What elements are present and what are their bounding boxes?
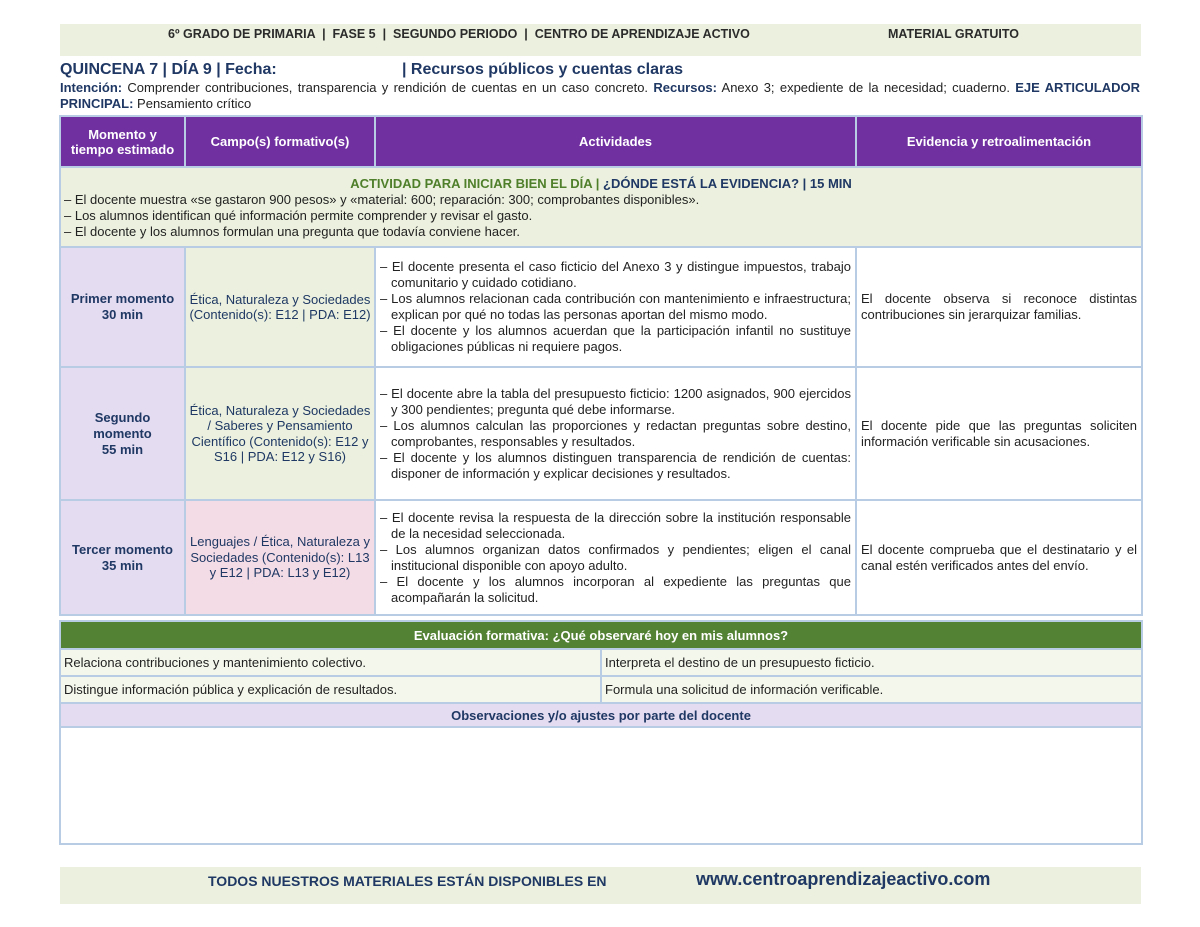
activities-cell	[375, 500, 856, 615]
table-header-row	[60, 116, 1142, 167]
page-title	[60, 61, 1141, 79]
header-actividades: Actividades	[375, 116, 856, 167]
grade-line: 6º GRADO DE PRIMARIA | FASE 5 | SEGUNDO PERIODO | CENTRO DE APRENDIZAJE ACTIVO	[168, 27, 750, 41]
resources-text: Anexo 3; expediente de la necesidad; cuaderno.	[716, 80, 1016, 95]
intent-text: Comprender contribuciones, transparencia y rendición de cuentas en un caso concreto.	[122, 80, 654, 95]
activity-item: – El docente y los alumnos incorporan al expediente las preguntas que acompañarán la solicitud.	[380, 573, 851, 605]
footer-text: TODOS NUESTROS MATERIALES ESTÁN DISPONIBLES EN	[208, 873, 607, 889]
activity-item: – Los alumnos relacionan cada contribución con mantenimiento e infraestructura; explican por qué no todas las personas aportan del mismo modo.	[380, 291, 851, 322]
footer-banner	[60, 867, 1141, 904]
evidence-cell: El docente comprueba que el destinatario y el canal estén verificados antes del envío.	[856, 500, 1142, 615]
start-activity-row	[60, 167, 1142, 247]
resources-label: Recursos:	[653, 80, 717, 95]
header-moment: Momento y tiempo estimado	[60, 116, 185, 167]
evidence-cell: El docente observa si reconoce distintas contribuciones sin jerarquizar familias.	[856, 247, 1142, 367]
start-item: – Los alumnos identifican qué información permite comprender y revisar el gasto.	[64, 208, 533, 223]
activity-item: – El docente y los alumnos acuerdan que la participación infantil no sustituye obligaciones públicas ni requiere pagos.	[380, 323, 851, 354]
table-row	[60, 500, 1142, 615]
observations-header: Observaciones y/o ajustes por parte del docente	[60, 703, 1142, 727]
table-row	[60, 247, 1142, 367]
campo-cell: Ética, Naturaleza y Sociedades (Contenido(s): E12 | PDA: E12)	[185, 247, 375, 367]
activity-item: – Los alumnos organizan datos confirmados y pendientes; eligen el canal institucional disponible con apoyo adulto.	[380, 541, 851, 573]
start-item: – El docente muestra «se gastaron 900 pesos» y «material: 600; reparación: 300; comprobantes disponibles».	[64, 192, 700, 207]
moment-cell: Segundo momento 55 min	[60, 367, 185, 500]
activities-cell	[375, 367, 856, 500]
observations-area[interactable]	[60, 727, 1142, 844]
evaluation-header: Evaluación formativa: ¿Qué observaré hoy en mis alumnos?	[60, 621, 1142, 649]
activity-item: – El docente presenta el caso ficticio del Anexo 3 y distingue impuestos, trabajo comunitario y cuidado cotidiano.	[380, 259, 851, 290]
header-campo: Campo(s) formativo(s)	[185, 116, 375, 167]
footer-url-link[interactable]: www.centroaprendizajeactivo.com	[696, 869, 991, 889]
activity-item: – Los alumnos calculan las proporciones y redactan preguntas sobre destino, comprobantes, responsables y resultados.	[380, 417, 851, 449]
activity-item: – El docente abre la tabla del presupuesto ficticio: 1200 asignados, 900 ejercidos y 300 pendientes; pregunta qué debe informarse.	[380, 385, 851, 417]
intent-label: Intención:	[60, 80, 123, 95]
title-right: | Recursos públicos y cuentas claras	[402, 61, 684, 78]
activity-item: – El docente revisa la respuesta de la dirección sobre la institución responsable de la necesidad seleccionada.	[380, 509, 851, 541]
evaluation-cell: Distingue información pública y explicación de resultados.	[60, 676, 601, 703]
title-left: QUINCENA 7 | DÍA 9 | Fecha:	[60, 61, 277, 78]
evidence-cell: El docente pide que las preguntas soliciten información verificable sin acusaciones.	[856, 367, 1142, 500]
axis-label: EJE ARTICULADOR PRINCIPAL:	[60, 80, 1140, 111]
moment-cell: Primer momento 30 min	[60, 247, 185, 367]
evaluation-table	[59, 620, 1143, 845]
table-row	[60, 367, 1142, 500]
intent-paragraph	[60, 80, 1140, 111]
header-evidencia: Evidencia y retroalimentación	[856, 116, 1142, 167]
top-banner	[60, 24, 1141, 56]
evaluation-cell: Interpreta el destino de un presupuesto ficticio.	[601, 649, 1142, 676]
start-activity-cell	[60, 167, 1142, 247]
evaluation-cell: Relaciona contribuciones y mantenimiento colectivo.	[60, 649, 601, 676]
campo-cell: Lenguajes / Ética, Naturaleza y Sociedades (Contenido(s): L13 y E12 | PDA: L13 y E12)	[185, 500, 375, 615]
free-material-label: MATERIAL GRATUITO	[888, 27, 1020, 41]
axis-text: Pensamiento crítico	[133, 95, 252, 111]
evaluation-cell: Formula una solicitud de información verificable.	[601, 676, 1142, 703]
start-activity-title: ACTIVIDAD PARA INICIAR BIEN EL DÍA | ¿DÓNDE ESTÁ LA EVIDENCIA? | 15 MIN	[350, 176, 852, 191]
activities-cell	[375, 247, 856, 367]
campo-cell: Ética, Naturaleza y Sociedades / Saberes y Pensamiento Científico (Contenido(s): E12 y S16 | PDA: E12 y S16)	[185, 367, 375, 500]
start-item: – El docente y los alumnos formulan una pregunta que todavía conviene hacer.	[64, 224, 521, 239]
moment-cell: Tercer momento 35 min	[60, 500, 185, 615]
plan-table	[59, 115, 1143, 616]
activity-item: – El docente y los alumnos distinguen transparencia de rendición de cuentas: disponer de información y explicar decisiones y resultados.	[380, 449, 851, 481]
